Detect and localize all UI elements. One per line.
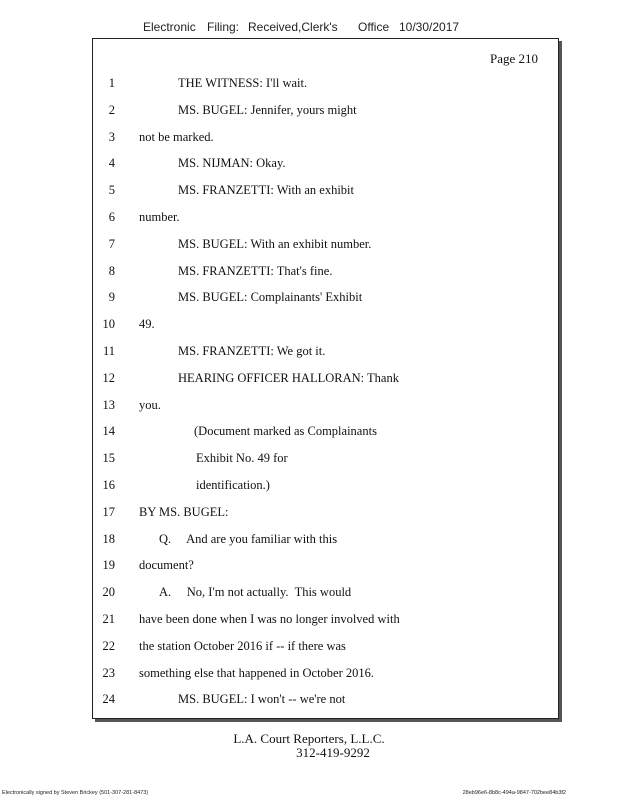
transcript-page (92, 38, 559, 719)
line-text: THE WITNESS: I'll wait. (178, 76, 308, 90)
stamp-received: Received,Clerk's (248, 20, 338, 34)
line-number: 2 (108, 102, 115, 117)
line-number: 1 (108, 76, 115, 90)
line-text: MS. FRANZETTI: With an exhibit (178, 183, 354, 198)
line-number: 4 (108, 156, 115, 171)
transcript-line (93, 129, 558, 156)
line-text: 49. (139, 317, 155, 332)
line-number: 7 (108, 236, 115, 251)
transcript-line (93, 370, 558, 397)
transcript-line (93, 75, 558, 102)
line-text: (Document marked as Complainants (194, 424, 377, 439)
line-number: 14 (102, 424, 115, 439)
transcript-line (93, 504, 558, 531)
transcript-line (93, 584, 558, 611)
line-text: the station October 2016 if -- if there was (139, 638, 346, 653)
reporter-footer (0, 732, 618, 760)
line-number: 13 (102, 397, 115, 412)
line-number: 15 (102, 451, 115, 466)
line-text: HEARING OFFICER HALLORAN: Thank (178, 370, 399, 385)
transcript-line (93, 557, 558, 584)
transcript-line (93, 209, 558, 236)
line-text: have been done when I was no longer involved with (139, 611, 400, 626)
line-text: MS. BUGEL: I won't -- we're not (178, 692, 346, 707)
transcript-line (93, 638, 558, 665)
filing-stamp-header (0, 20, 618, 36)
line-number: 17 (102, 504, 115, 519)
transcript-line (93, 155, 558, 182)
signature-note: Electronically signed by Steven Brickey (501-307-281-8473) (2, 790, 149, 796)
line-text: number. (139, 209, 180, 224)
line-number: 8 (108, 263, 115, 278)
line-text: MS. BUGEL: With an exhibit number. (178, 236, 372, 251)
transcript-line (93, 236, 558, 263)
line-number: 5 (108, 183, 115, 198)
line-text: MS. FRANZETTI: That's fine. (178, 263, 333, 278)
transcript-line (93, 423, 558, 450)
line-text: MS. FRANZETTI: We got it. (178, 343, 326, 358)
transcript-line (93, 343, 558, 370)
transcript-line (93, 289, 558, 316)
page-number: Page 210 (489, 51, 538, 66)
transcript-line (93, 665, 558, 692)
line-number: 9 (108, 290, 115, 305)
line-text: something else that happened in October 2016. (139, 665, 375, 680)
line-text: A. No, I'm not actually. This would (159, 585, 352, 600)
line-number: 22 (102, 638, 115, 653)
transcript-line (93, 611, 558, 638)
line-text: MS. BUGEL: Complainants' Exhibit (178, 290, 363, 305)
line-number: 21 (102, 611, 115, 626)
line-text: you. (139, 397, 161, 412)
transcript-line (93, 397, 558, 424)
line-number: 10 (102, 317, 115, 332)
line-text: Q. And are you familiar with this (159, 531, 338, 546)
stamp-office: Office (358, 20, 390, 34)
line-number: 6 (108, 209, 115, 224)
line-text: Exhibit No. 49 for (196, 451, 288, 466)
line-number: 16 (102, 477, 115, 492)
transcript-line (93, 316, 558, 343)
line-text: document? (139, 558, 194, 573)
stamp-electronic: Electronic (143, 20, 196, 34)
stamp-date: 10/30/2017 (399, 20, 460, 34)
line-text: not be marked. (139, 129, 214, 144)
line-number: 24 (102, 692, 115, 707)
line-number: 19 (102, 558, 115, 573)
transcript-line (93, 263, 558, 290)
transcript-line (93, 477, 558, 504)
line-text: MS. BUGEL: Jennifer, yours might (178, 102, 357, 117)
transcript-lines (93, 75, 558, 718)
line-number: 18 (102, 531, 115, 546)
transcript-line (93, 182, 558, 209)
transcript-line (93, 450, 558, 477)
line-number: 11 (102, 343, 115, 358)
document-id: 28eb96e6-8b8c-494a-9847-702bee84b3f2 (462, 790, 566, 796)
transcript-line (93, 691, 558, 718)
line-number: 3 (108, 129, 115, 144)
line-text: identification.) (196, 477, 270, 492)
line-text: MS. NIJMAN: Okay. (178, 156, 286, 171)
stamp-filing: Filing: (207, 20, 240, 34)
transcript-line (93, 531, 558, 558)
line-number: 12 (102, 370, 115, 385)
line-number: 20 (102, 585, 115, 600)
reporter-company: L.A. Court Reporters, L.L.C. (233, 731, 385, 746)
line-text: BY MS. BUGEL: (139, 504, 229, 519)
line-number: 23 (102, 665, 115, 680)
reporter-phone: 312-419-9292 (296, 745, 370, 760)
transcript-line (93, 102, 558, 129)
